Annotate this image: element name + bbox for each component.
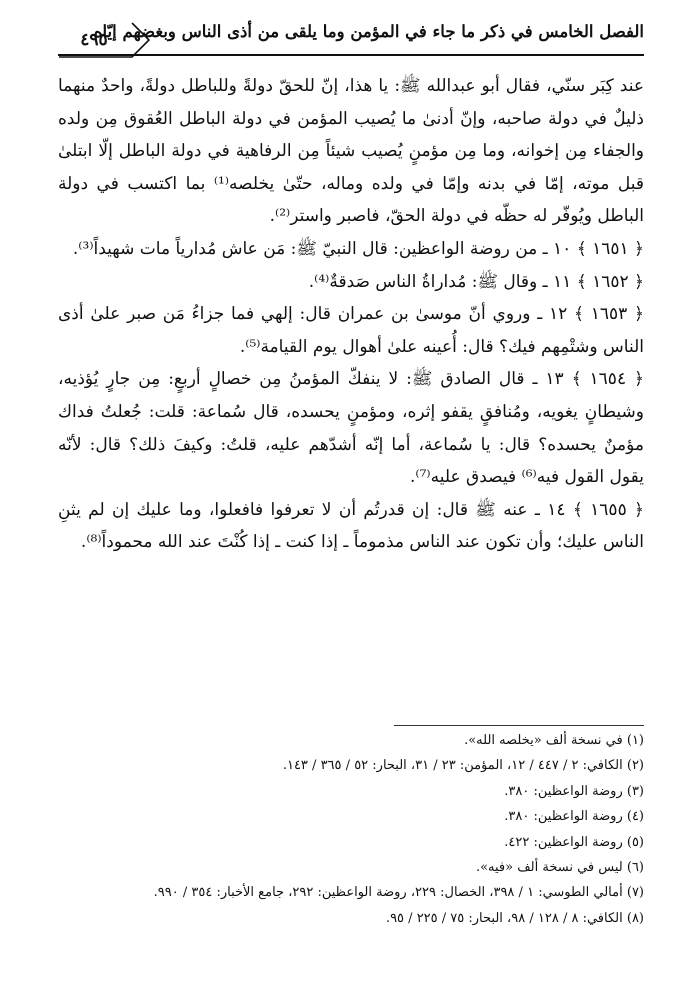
- footnote-2: (٢) الكافي: ٢ / ٤٤٧ / ١٢، المؤمن: ٢٣ / ٣١، البحار: ٥٢ / ٣٦٥ / ١٤٣.: [282, 758, 644, 774]
- footnote-1: (١) في نسخة ألف «يخلصه الله».: [464, 733, 644, 748]
- footnote-8: (٨) الكافي: ٨ / ١٢٨ / ٩٨، البحار: ٧٥ / ٢٢٥ / ٩٥.: [385, 910, 644, 926]
- main-text: [58, 70, 644, 559]
- footnote-3: (٣) روضة الواعظين: ٣٨٠.: [504, 783, 644, 799]
- footnote-5: (٥) روضة الواعظين: ٤٢٢.: [504, 834, 644, 850]
- footnotes: [58, 728, 644, 931]
- hadith-1652: ﴿ ١٦٥٢ ﴾ ١١ ـ وقال ﷺ: مُداراةُ الناس صَدقةٌ⁽⁴⁾.: [308, 271, 644, 292]
- chapter-title: الفصل الخامس في ذكر ما جاء في المؤمن وما يلقى من أذى الناس وبغضهم إيّاه: [93, 22, 644, 41]
- page-number: ٤٩٥: [80, 30, 108, 50]
- footnote-6: (٦) ليس في نسخة ألف «فيه».: [475, 860, 644, 876]
- hadith-1655: ﴿ ١٦٥٥ ﴾ ١٤ ـ عنه ﷺ قال: إن قدرتُم أن لا تعرفوا فافعلوا، وما عليك إن لم يثنِ الناس عليك؛ وأن تكون عند الناس مذموماً ـ إذا كنت ـ إذا كُنْتَ عند الله محموداً⁽⁸⁾.: [58, 499, 645, 553]
- footnote-7: (٧) أمالي الطوسي: ١ / ٣٩٨، الخصال: ٢٢٩، روضة الواعظين: ٢٩٢، جامع الأخبار: ٣٥٤ / ٩٩٠.: [153, 885, 644, 901]
- header-rule: [58, 54, 644, 56]
- paragraph-continued: عند كِبَر سنّي، فقال أبو عبدالله ﷺ: يا هذا، إنّ للحقّ دولةً وللباطل دولةً، واحدٌ منهما ذليلٌ في دولة صاحبه، وإنّ أدنىٰ ما يُصيب المؤمن في دولة الباطل العُقوق مِن ولده والجفاء مِن إخوانه، وما مِن مؤمنٍ يُصيب شيئاً مِن الرفاهية في دولة الباطل إلّا ابتلىٰ قبل موته، إمّا في بدنه وإمّا في ولده وماله، حتّىٰ يخلصه⁽¹⁾ بما اكتسب في دولة الباطل ويُوفّر له حظّه في دولة الحقّ، فاصبر واستر⁽²⁾.: [58, 76, 644, 227]
- hadith-1654: ﴿ ١٦٥٤ ﴾ ١٣ ـ قال الصادق ﷺ: لا ينفكّ المؤمنُ مِن خصالٍ أربعٍ: مِن جارٍ يُؤذيه، وشيطانٍ يغويه، ومُنافقٍ يقفو إثره، ومؤمنٍ يحسده، قال سُماعة: قلت: جُعلتُ فداك مؤمنٌ يحسده؟ قال: يا سُماعة، أما إنّه أشدّهم عليه، قلتُ: وكيفَ ذلك؟ قال: لأنّه يقول القول فيه⁽⁶⁾ فيصدق عليه⁽⁷⁾.: [58, 369, 644, 488]
- footnote-4: (٤) روضة الواعظين: ٣٨٠.: [504, 809, 644, 825]
- hadith-1651: ﴿ ١٦٥١ ﴾ ١٠ ـ من روضة الواعظين: قال النبيّ ﷺ: مَن عاش مُدارياً مات شهيداً⁽³⁾.: [72, 238, 644, 259]
- hadith-1653: ﴿ ١٦٥٣ ﴾ ١٢ ـ وروي أنّ موسىٰ بن عمران قال: إلهي فما جزاءُ مَن صبر علىٰ أذى الناس وشتْمِهم فيك؟ قال: أُعينه علىٰ أهوال يوم القيامة⁽⁵⁾.: [58, 304, 644, 357]
- footnote-rule: [394, 725, 644, 726]
- running-header: [58, 18, 644, 58]
